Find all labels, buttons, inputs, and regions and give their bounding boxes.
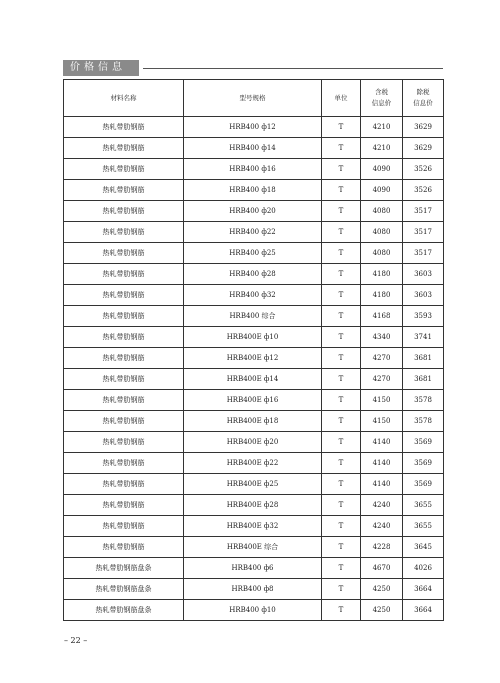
cell-tax-ex: 3681 [403, 369, 444, 390]
cell-spec: HRB400E ф18 [184, 411, 322, 432]
cell-tax-in: 4180 [361, 285, 403, 306]
cell-material: 热轧带肋钢筋 [64, 201, 184, 222]
cell-spec: HRB400 ф16 [184, 159, 322, 180]
cell-unit: T [322, 159, 361, 180]
cell-tax-ex: 3578 [403, 390, 444, 411]
cell-tax-ex: 3526 [403, 159, 444, 180]
cell-spec: HRB400 ф8 [184, 579, 322, 600]
cell-tax-ex: 3569 [403, 474, 444, 495]
header-tax-inclusive-line2: 信息价 [371, 99, 392, 107]
table-row [64, 201, 444, 222]
table-row [64, 243, 444, 264]
cell-material: 热轧带肋钢筋 [64, 222, 184, 243]
header-unit: 单位 [322, 80, 361, 117]
cell-tax-ex: 3593 [403, 306, 444, 327]
price-table [63, 79, 444, 621]
cell-material: 热轧带肋钢筋 [64, 390, 184, 411]
table-header-row [64, 80, 444, 117]
cell-tax-in: 4150 [361, 390, 403, 411]
cell-tax-in: 4340 [361, 327, 403, 348]
cell-unit: T [322, 516, 361, 537]
cell-unit: T [322, 201, 361, 222]
table-row [64, 306, 444, 327]
cell-tax-ex: 3569 [403, 453, 444, 474]
cell-tax-in: 4090 [361, 159, 403, 180]
cell-tax-in: 4080 [361, 222, 403, 243]
cell-tax-in: 4140 [361, 432, 403, 453]
cell-tax-ex: 3517 [403, 201, 444, 222]
cell-material: 热轧带肋钢筋 [64, 306, 184, 327]
table-row [64, 516, 444, 537]
table-row [64, 180, 444, 201]
cell-tax-in: 4080 [361, 201, 403, 222]
cell-spec: HRB400E ф28 [184, 495, 322, 516]
header-tax-exclusive [403, 80, 444, 117]
cell-spec: HRB400 ф14 [184, 138, 322, 159]
table-row [64, 348, 444, 369]
cell-tax-ex: 3645 [403, 537, 444, 558]
cell-tax-in: 4080 [361, 243, 403, 264]
table-row [64, 579, 444, 600]
cell-unit: T [322, 558, 361, 579]
cell-material: 热轧带肋钢筋 [64, 537, 184, 558]
cell-material: 热轧带肋钢筋 [64, 264, 184, 285]
table-row [64, 159, 444, 180]
cell-tax-in: 4210 [361, 138, 403, 159]
cell-tax-ex: 3526 [403, 180, 444, 201]
cell-unit: T [322, 138, 361, 159]
cell-tax-ex: 3741 [403, 327, 444, 348]
table-row [64, 264, 444, 285]
cell-unit: T [322, 285, 361, 306]
cell-unit: T [322, 600, 361, 621]
cell-tax-in: 4270 [361, 348, 403, 369]
cell-spec: HRB400 ф32 [184, 285, 322, 306]
table-row [64, 390, 444, 411]
cell-tax-in: 4150 [361, 411, 403, 432]
cell-spec: HRB400E ф32 [184, 516, 322, 537]
table-row [64, 369, 444, 390]
cell-material: 热轧带肋钢筋 [64, 516, 184, 537]
cell-unit: T [322, 537, 361, 558]
cell-unit: T [322, 411, 361, 432]
table-row [64, 327, 444, 348]
cell-tax-ex: 3681 [403, 348, 444, 369]
table-row [64, 117, 444, 138]
header-spec: 型号规格 [184, 80, 322, 117]
cell-spec: HRB400 ф10 [184, 600, 322, 621]
cell-tax-in: 4090 [361, 180, 403, 201]
cell-tax-in: 4250 [361, 600, 403, 621]
cell-spec: HRB400E ф14 [184, 369, 322, 390]
cell-material: 热轧带肋钢筋 [64, 453, 184, 474]
cell-tax-in: 4270 [361, 369, 403, 390]
cell-tax-ex: 3517 [403, 222, 444, 243]
table-row [64, 600, 444, 621]
cell-material: 热轧带肋钢筋 [64, 285, 184, 306]
cell-tax-in: 4240 [361, 495, 403, 516]
table-row [64, 285, 444, 306]
cell-tax-in: 4670 [361, 558, 403, 579]
cell-material: 热轧带肋钢筋盘条 [64, 579, 184, 600]
cell-unit: T [322, 432, 361, 453]
cell-material: 热轧带肋钢筋 [64, 495, 184, 516]
cell-tax-ex: 4026 [403, 558, 444, 579]
cell-tax-in: 4180 [361, 264, 403, 285]
cell-tax-ex: 3664 [403, 579, 444, 600]
cell-spec: HRB400 ф12 [184, 117, 322, 138]
cell-spec: HRB400 ф25 [184, 243, 322, 264]
cell-spec: HRB400 ф20 [184, 201, 322, 222]
cell-unit: T [322, 117, 361, 138]
cell-unit: T [322, 369, 361, 390]
cell-unit: T [322, 390, 361, 411]
table-row [64, 432, 444, 453]
cell-material: 热轧带肋钢筋 [64, 411, 184, 432]
table-row [64, 558, 444, 579]
cell-unit: T [322, 474, 361, 495]
cell-material: 热轧带肋钢筋 [64, 117, 184, 138]
cell-spec: HRB400E 综合 [184, 537, 322, 558]
cell-tax-ex: 3664 [403, 600, 444, 621]
cell-spec: HRB400 ф28 [184, 264, 322, 285]
cell-tax-in: 4140 [361, 474, 403, 495]
cell-material: 热轧带肋钢筋 [64, 432, 184, 453]
cell-tax-in: 4240 [361, 516, 403, 537]
cell-spec: HRB400 ф22 [184, 222, 322, 243]
header-tax-inclusive-line1: 含税 [375, 88, 388, 96]
table-row [64, 222, 444, 243]
cell-unit: T [322, 495, 361, 516]
cell-tax-in: 4210 [361, 117, 403, 138]
cell-material: 热轧带肋钢筋盘条 [64, 558, 184, 579]
table-row [64, 474, 444, 495]
cell-tax-in: 4228 [361, 537, 403, 558]
cell-material: 热轧带肋钢筋 [64, 180, 184, 201]
section-header [63, 60, 443, 76]
cell-spec: HRB400 ф6 [184, 558, 322, 579]
cell-unit: T [322, 348, 361, 369]
header-tax-inclusive [361, 80, 403, 117]
cell-unit: T [322, 579, 361, 600]
cell-unit: T [322, 327, 361, 348]
cell-unit: T [322, 222, 361, 243]
cell-tax-in: 4168 [361, 306, 403, 327]
cell-tax-ex: 3569 [403, 432, 444, 453]
table-row [64, 537, 444, 558]
cell-material: 热轧带肋钢筋 [64, 474, 184, 495]
cell-tax-in: 4250 [361, 579, 403, 600]
cell-tax-ex: 3517 [403, 243, 444, 264]
cell-spec: HRB400 ф18 [184, 180, 322, 201]
header-material: 材料名称 [64, 80, 184, 117]
cell-tax-ex: 3629 [403, 138, 444, 159]
cell-material: 热轧带肋钢筋 [64, 369, 184, 390]
cell-unit: T [322, 264, 361, 285]
cell-spec: HRB400E ф16 [184, 390, 322, 411]
cell-tax-in: 4140 [361, 453, 403, 474]
cell-material: 热轧带肋钢筋 [64, 138, 184, 159]
section-rule [143, 68, 443, 69]
cell-spec: HRB400 综合 [184, 306, 322, 327]
table-row [64, 138, 444, 159]
table-row [64, 453, 444, 474]
cell-tax-ex: 3655 [403, 516, 444, 537]
cell-tax-ex: 3655 [403, 495, 444, 516]
cell-spec: HRB400E ф25 [184, 474, 322, 495]
section-title: 价格信息 [63, 60, 139, 76]
cell-material: 热轧带肋钢筋盘条 [64, 600, 184, 621]
table-row [64, 495, 444, 516]
cell-unit: T [322, 180, 361, 201]
header-tax-exclusive-line2: 信息价 [413, 99, 433, 107]
header-tax-exclusive-line1: 除税 [416, 88, 430, 96]
cell-tax-ex: 3629 [403, 117, 444, 138]
cell-tax-ex: 3603 [403, 285, 444, 306]
cell-unit: T [322, 243, 361, 264]
cell-spec: HRB400E ф12 [184, 348, 322, 369]
cell-unit: T [322, 306, 361, 327]
cell-material: 热轧带肋钢筋 [64, 348, 184, 369]
page-number: – 22 – [64, 636, 88, 645]
cell-spec: HRB400E ф10 [184, 327, 322, 348]
cell-tax-ex: 3578 [403, 411, 444, 432]
cell-tax-ex: 3603 [403, 264, 444, 285]
cell-spec: HRB400E ф22 [184, 453, 322, 474]
cell-material: 热轧带肋钢筋 [64, 159, 184, 180]
cell-unit: T [322, 453, 361, 474]
cell-material: 热轧带肋钢筋 [64, 327, 184, 348]
table-row [64, 411, 444, 432]
cell-spec: HRB400E ф20 [184, 432, 322, 453]
cell-material: 热轧带肋钢筋 [64, 243, 184, 264]
